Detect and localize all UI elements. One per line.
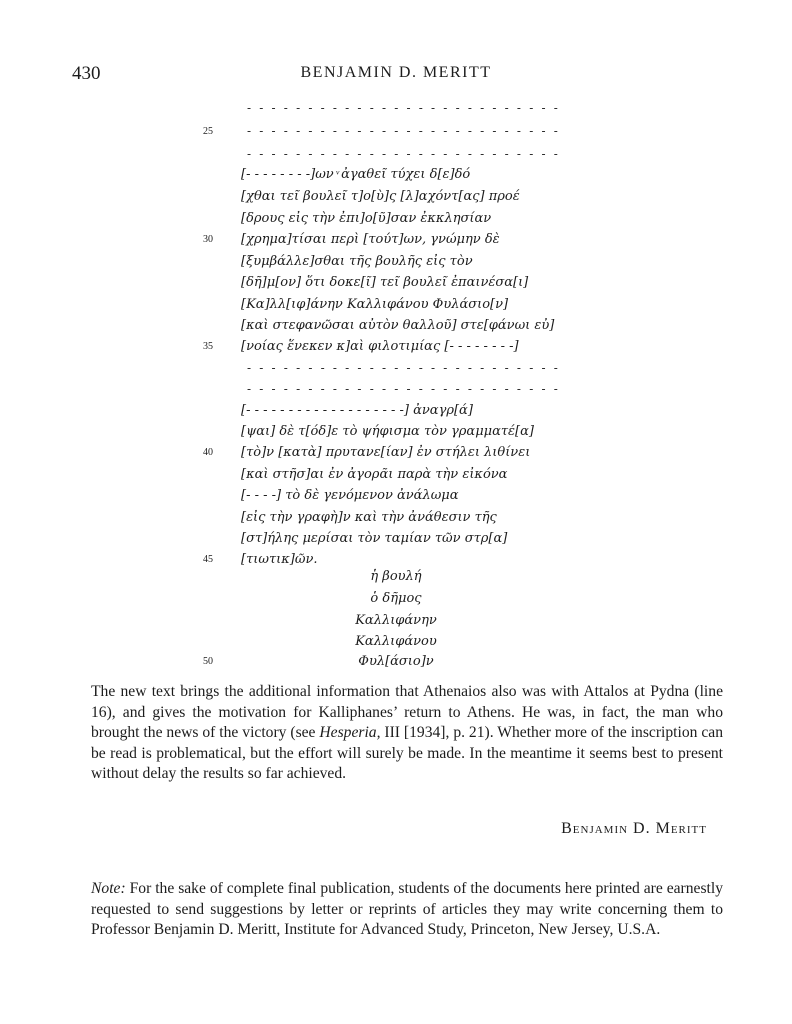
crown-label: Καλλιφάνου — [355, 634, 437, 649]
inscription-line: [- - - - - - - -]ων ͮ ἀγαθεῖ τύχει δ[ε]δό — [241, 167, 471, 182]
lacuna-line: - - - - - - - - - - - - - - - - - - - - - - - - - - — [247, 101, 560, 115]
line-number: 45 — [203, 554, 213, 565]
crown-label: Φυλ[άσιο]ν — [358, 654, 434, 669]
commentary-paragraph — [91, 682, 723, 785]
inscription-line: [εἰς τὴν γραφὴ]ν καὶ τὴν ἀνάθεσιν τῆς — [241, 510, 497, 525]
note-paragraph — [91, 879, 723, 941]
inscription-line: [χθαι τεῖ βουλεῖ τ]ο[ὺ]ς [λ]αχόντ[ας] προέ — [241, 189, 520, 204]
inscription-line: [δρους εἰς τὴν ἐπι]ο[ῦ]σαν ἐκκλησίαν — [241, 211, 492, 226]
inscription-line: [καὶ στεφανῶσαι αὐτὸν θαλλοῦ] στε[φάνωι εὐ] — [241, 318, 555, 333]
lacuna-line: - - - - - - - - - - - - - - - - - - - - - - - - - - — [247, 361, 560, 375]
line-number: 40 — [203, 447, 213, 458]
inscription-line: [χρημα]τίσαι περὶ [τούτ]ων, γνώμην δὲ — [241, 232, 500, 247]
line-number: 30 — [203, 234, 213, 245]
line-number: 50 — [203, 656, 213, 667]
inscription-line: [ξυμβάλλε]σθαι τῆς βουλῆς εἰς τὸν — [241, 254, 473, 269]
inscription-line: [τιωτικ]ῶν. — [241, 552, 318, 567]
inscription-line: [ψαι] δὲ τ[όδ]ε τὸ ψήφισμα τὸν γραμματέ[α] — [241, 424, 534, 439]
line-number: 35 — [203, 341, 213, 352]
paragraph-text-end: III [1934], p. 21). Whether more of the inscription can be read is problematical, but the effort will surely be made. In the meantime it seems best to present without delay the results so far achieved. — [91, 724, 723, 783]
author-signature: Benjamin D. Meritt — [561, 820, 707, 837]
note-text: For the sake of complete final publication, students of the documents here printed are earnestly requested to send suggestions by letter or reprints of articles they may write concerning them to Professor Benjamin D. Meritt, Institute for Advanced Study, Princeton, New Jersey, U.S.A. — [91, 880, 723, 939]
line-number: 25 — [203, 126, 213, 137]
page-number: 430 — [72, 63, 101, 84]
inscription-line: [τὸ]ν [κατὰ] πρυτανε[ίαν] ἐν στήλει λιθίνει — [241, 445, 531, 460]
note-label: Note: — [91, 880, 126, 897]
inscription-line: [καὶ στῆσ]αι ἐν ἀγορᾶι παρὰ τὴν εἰκόνα — [241, 467, 508, 482]
crown-label: Καλλιφάνην — [355, 613, 437, 628]
inscription-line: [στ]ήλης μερίσαι τὸν ταμίαν τῶν στρ[α] — [241, 531, 508, 546]
inscription-line: [Κα]λλ[ιφ]άνην Καλλιφάνου Φυλάσιο[ν] — [241, 297, 509, 312]
inscription-line: [δῆ]μ[ον] ὅτι δοκε[ῖ] τεῖ βουλεῖ ἐπαινέσα[ι] — [241, 275, 529, 290]
crown-label: ἡ βουλή — [370, 569, 422, 584]
journal-title: Hesperia, — [319, 724, 381, 742]
crown-label: ὁ δῆμος — [370, 591, 422, 606]
inscription-line: [νοίας ἕνεκεν κ]αὶ φιλοτιμίας [- - - - - - - -] — [241, 339, 519, 354]
inscription-line: [- - - - - - - - - - - - - - - - - - -] ἀναγρ[ά] — [241, 403, 473, 418]
lacuna-line: - - - - - - - - - - - - - - - - - - - - - - - - - - — [247, 147, 560, 161]
running-head: BENJAMIN D. MERITT — [300, 64, 492, 81]
paragraph-text-start: The new text brings the additional information that Athenaios also was with Attalos at Pydna (line 16), and gives the motivation for Kalliphanes’ return to Athens. He was, in fact, the man who brought the news of the victory (see — [91, 683, 723, 742]
lacuna-line: - - - - - - - - - - - - - - - - - - - - - - - - - - — [247, 382, 560, 396]
inscription-line: [- - - -] τὸ δὲ γενόμενον ἀνάλωμα — [241, 488, 459, 503]
lacuna-line: - - - - - - - - - - - - - - - - - - - - - - - - - - — [247, 124, 560, 138]
